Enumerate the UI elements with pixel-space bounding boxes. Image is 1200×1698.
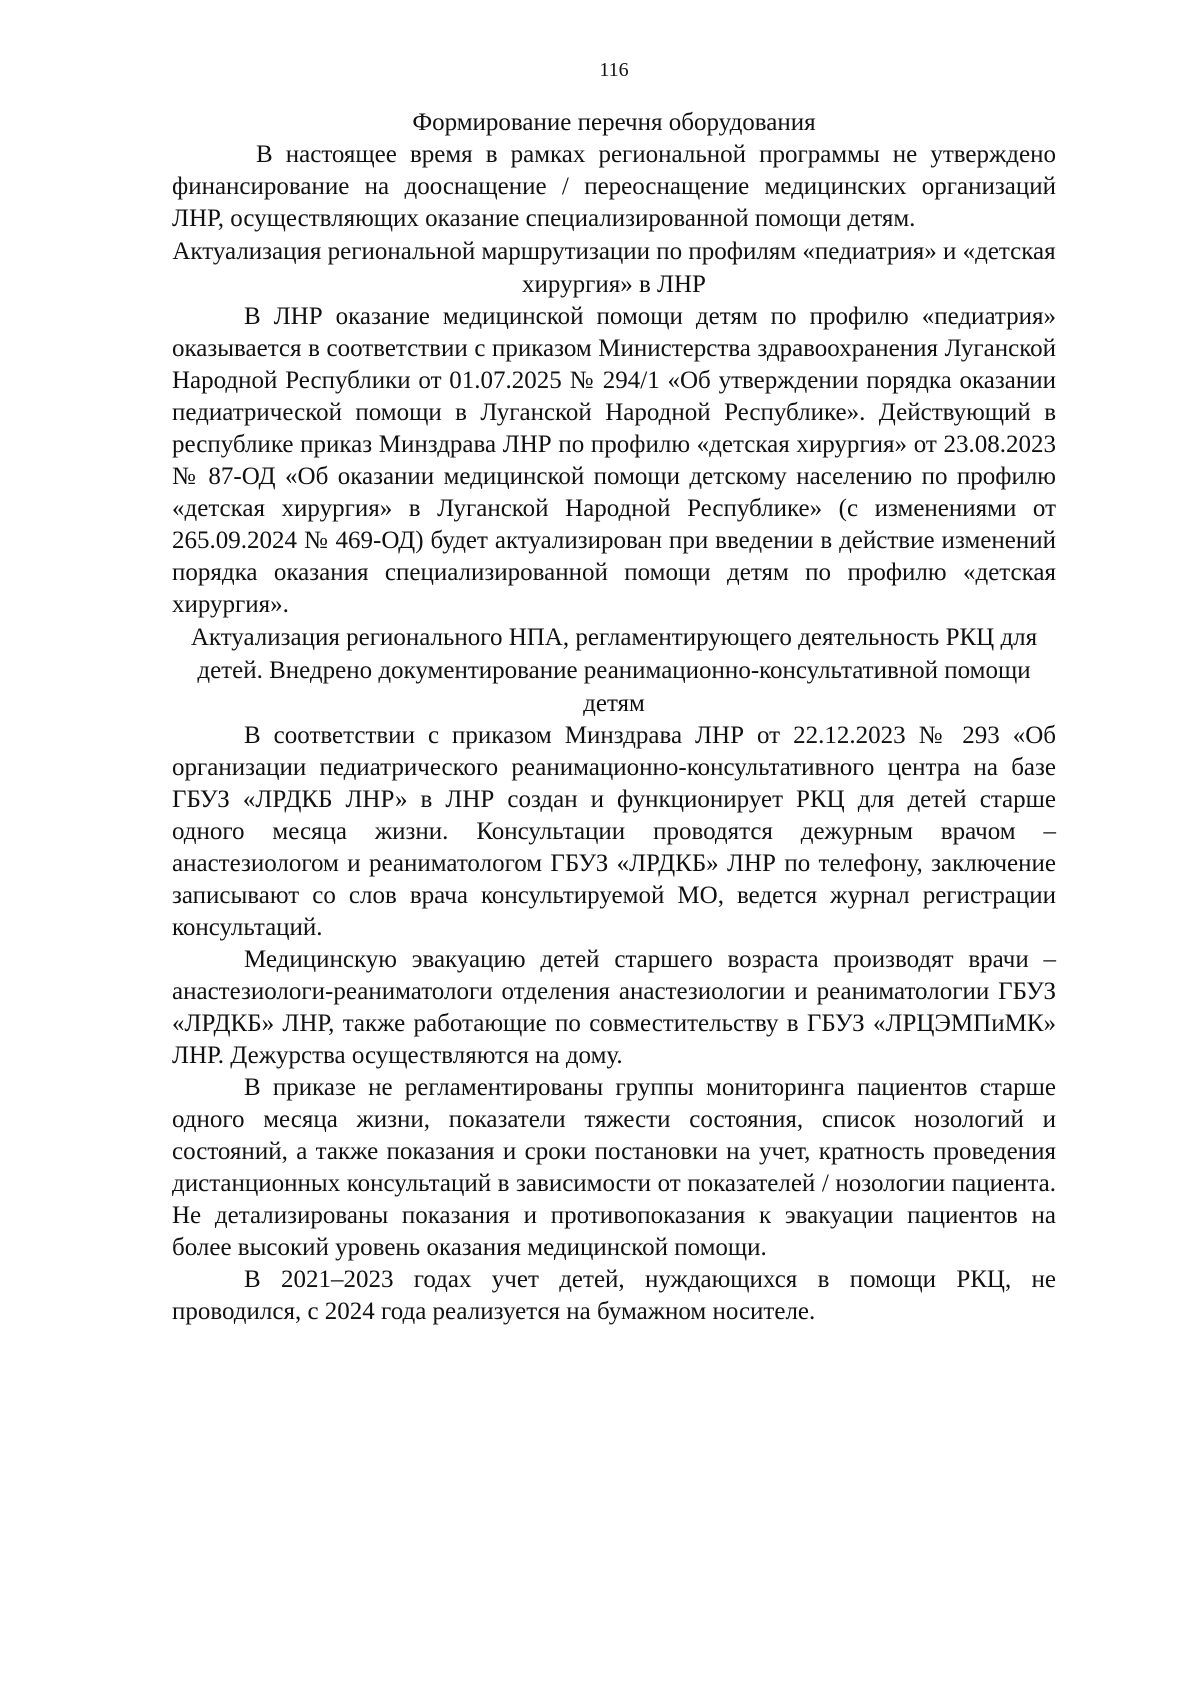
section-equipment-list	[172, 106, 1056, 235]
paragraph: В ЛНР оказание медицинской помощи детям по профилю «педиатрия» оказывается в соответствии с приказом Министерства здравоохранения Луганской Народной Республики от 01.07.2025 № 294/1 «Об утверждении порядка оказании педиатрической помощи в Луганской Народной Республике». Действующий в республике приказ Минздрава ЛНР по профилю «детская хирургия» от 23.08.2023 № 87-ОД «Об оказании медицинской помощи детскому населению по профилю «детская хирургия» в Луганской Народной Республике» (с изменениями от 265.09.2024 № 469-ОД) будет актуализирован при введении в действие изменений порядка оказания специализированной помощи детям по профилю «детская хирургия».	[172, 303, 1056, 618]
paragraph: В 2021–2023 годах учет детей, нуждающихся в помощи РКЦ, не проводился, с 2024 года реализуется на бумажном носителе.	[172, 1266, 1056, 1325]
paragraph: В настоящее время в рамках региональной программы не утверждено финансирование на дооснащение / переоснащение медицинских организаций ЛНР, осуществляющих оказание специализированной помощи детям.	[172, 141, 1056, 232]
paragraph: В соответствии с приказом Минздрава ЛНР от 22.12.2023 № 293 «Об организации педиатрического реанимационно-консультативного центра на базе ГБУЗ «ЛРДКБ ЛНР» в ЛНР создан и функционирует РКЦ для детей старше одного месяца жизни. Консультации проводятся дежурным врачом – анастезиологом и реаниматологом ГБУЗ «ЛРДКБ» ЛНР по телефону, заключение записывают со слов врача консультируемой МО, ведется журнал регистрации консультаций.	[172, 722, 1056, 941]
section-heading: Актуализация регионального НПА, регламентирующего деятельность РКЦ для детей. Внедрено документирование реанимационно-консультативной помощи детям	[190, 624, 1038, 717]
section-heading: Формирование перечня оборудования	[412, 109, 816, 136]
section-rkc-regulation	[172, 621, 1056, 1328]
paragraph: Медицинскую эвакуацию детей старшего возраста производят врачи – анастезиологи-реаниматологи отделения анастезиологии и реаниматологии ГБУЗ «ЛРДКБ» ЛНР, также работающие по совместительству в ГБУЗ «ЛРЦЭМПиМК» ЛНР. Дежурства осуществляются на дому.	[172, 946, 1056, 1069]
paragraph: В приказе не регламентированы группы мониторинга пациентов старше одного месяца жизни, показатели тяжести состояния, список нозологий и состояний, а также показания и сроки постановки на учет, кратность проведения дистанционных консультаций в зависимости от показателей / нозологии пациента. Не детализированы показания и противопоказания к эвакуации пациентов на более высокий уровень оказания медицинской помощи.	[172, 1074, 1056, 1261]
section-routing-update	[172, 235, 1056, 621]
page-number: 116	[599, 59, 629, 81]
section-heading: Актуализация региональной маршрутизации по профилям «педиатрия» и «детская хирургия» в ЛНР	[172, 238, 1056, 298]
